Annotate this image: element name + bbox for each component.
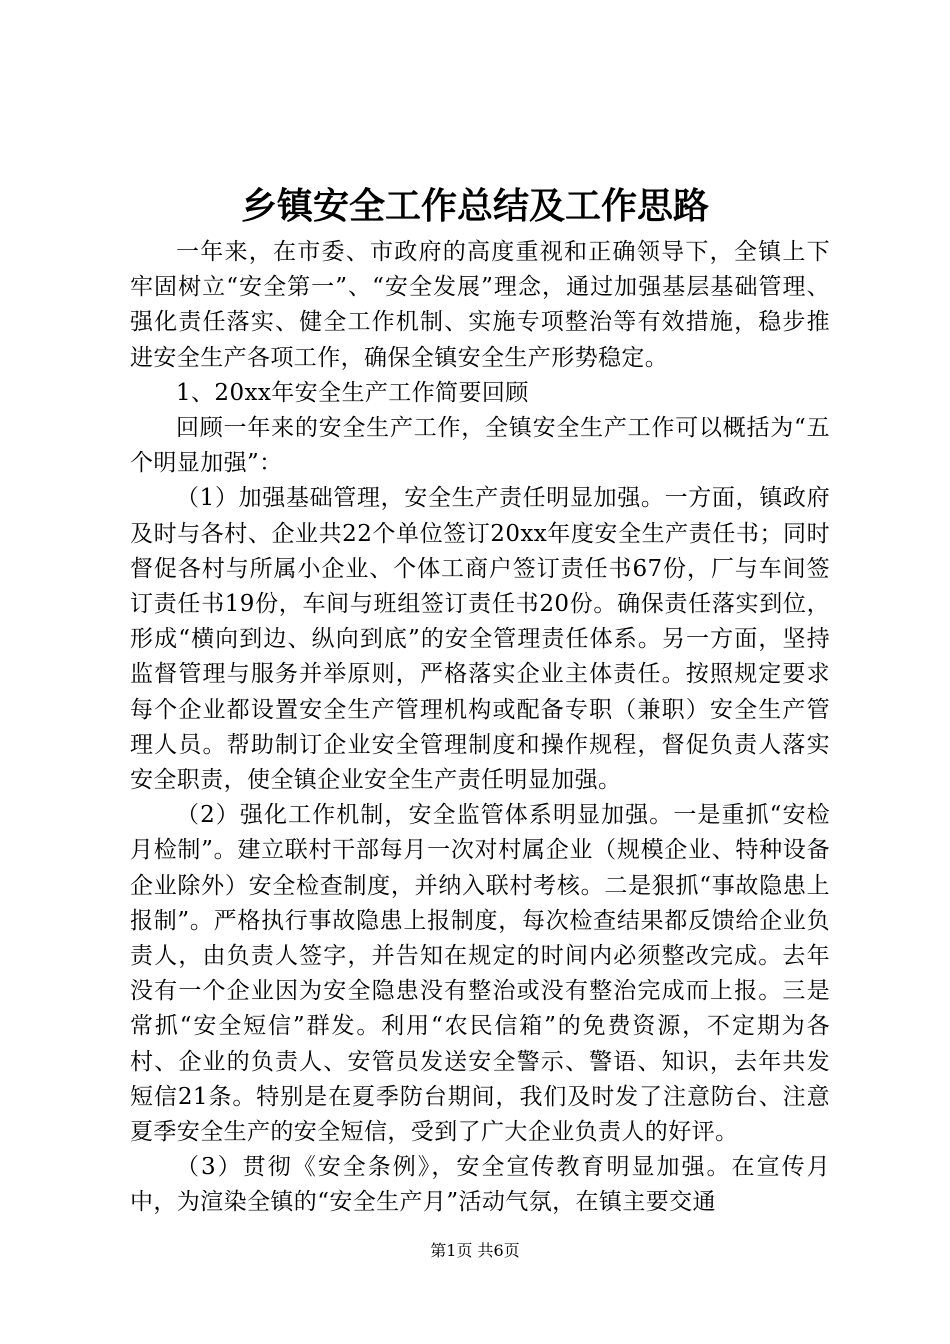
document-body (130, 235, 830, 1221)
item-3-paragraph: （3）贯彻《安全条例》，安全宣传教育明显加强。在宣传月中，为渲染全镇的“安全生产月”活动气氛，在镇主要交通 (130, 1154, 830, 1216)
page-footer: 第1页 共6页 (430, 1241, 520, 1260)
section-heading: 1、20xx年安全生产工作简要回顾 (176, 379, 529, 406)
item-1-paragraph: （1）加强基础管理，安全生产责任明显加强。一方面，镇政府及时与各村、企业共22个单位签订20xx年度安全生产责任书；同时督促各村与所属小企业、个体工商户签订责任书67份，厂与车间签订责任书19份，车间与班组签订责任书20份。确保责任落实到位，形成“横向到边、纵向到底”的安全管理责任体系。另一方面，坚持监督管理与服务并举原则，严格落实企业主体责任。按照规定要求每个企业都设置安全生产管理机构或配备专职（兼职）安全生产管理人员。帮助制订企业安全管理制度和操作规程，督促负责人落实安全职责，使全镇企业安全生产责任明显加强。 (130, 485, 830, 794)
review-summary-paragraph: 回顾一年来的安全生产工作，全镇安全生产工作可以概括为“五个明显加强”： (130, 415, 830, 477)
item-2-paragraph: （2）强化工作机制，安全监管体系明显加强。一是重抓“安检月检制”。建立联村干部每月一次对村属企业（规模企业、特种设备企业除外）安全检查制度，并纳入联村考核。二是狠抓“事故隐患上报制”。严格执行事故隐患上报制度，每次检查结果都反馈给企业负责人，由负责人签字，并告知在规定的时间内必须整改完成。去年没有一个企业因为安全隐患没有整治或没有整治完成而上报。三是常抓“安全短信”群发。利用“农民信箱”的免费资源，不定期为各村、企业的负责人、安管员发送安全警示、警语、知识，去年共发短信21条。特别是在夏季防台期间，我们及时发了注意防台、注意夏季安全生产的安全短信，受到了广大企业负责人的好评。 (130, 802, 830, 1146)
document-title: 乡镇安全工作总结及工作思路 (240, 186, 709, 227)
intro-paragraph: 一年来，在市委、市政府的高度重视和正确领导下，全镇上下牢固树立“安全第一”、“安全发展”理念，通过加强基层基础管理、强化责任落实、健全工作机制、实施专项整治等有效措施，稳步推进安全生产各项工作，确保全镇安全生产形势稳定。 (130, 239, 830, 371)
